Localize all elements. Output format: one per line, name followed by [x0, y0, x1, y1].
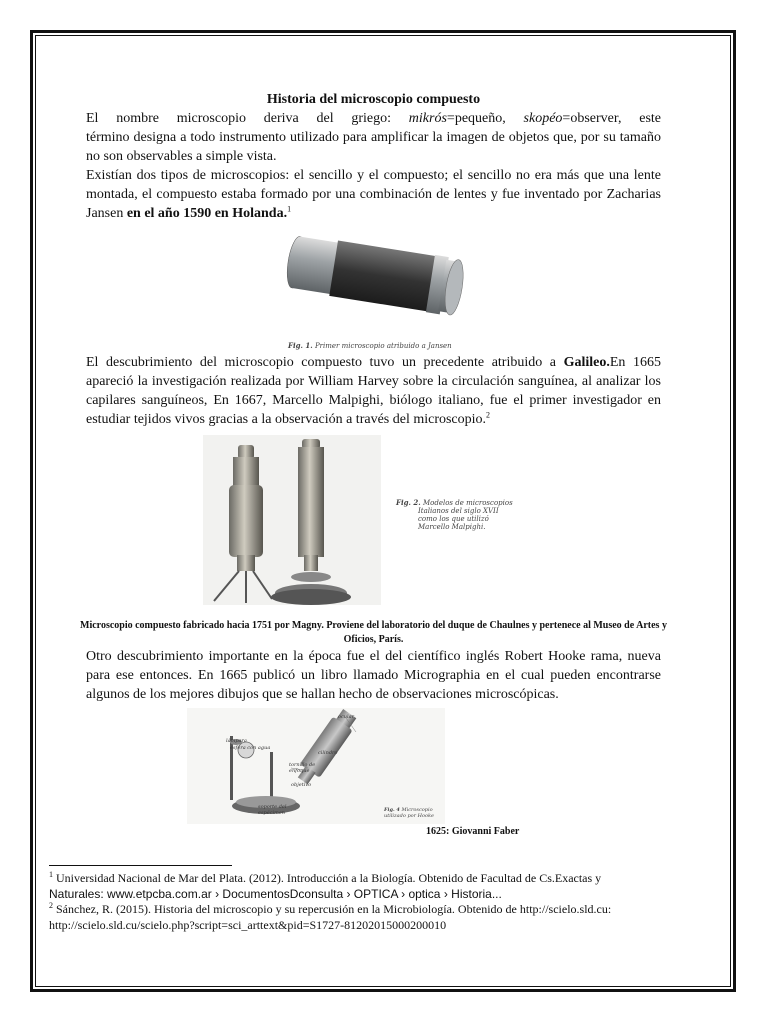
fig4-label-objetivo: objetivo	[291, 782, 312, 788]
figure-2-caption-4: Marcello Malpighi.	[418, 523, 486, 531]
types-bold: en el año 1590 en Holanda.	[126, 206, 288, 221]
figure-4-caption-1: Microscopio	[401, 807, 433, 813]
document-title: Historia del microscopio compuesto	[266, 92, 481, 107]
term-skopeo: skopéo	[523, 111, 563, 126]
footnote-1-text: Universidad Nacional de Mar del Plata. (2012). Introducción a la Biología. Obtenido de Facultad de Cs.Exactas y	[56, 871, 602, 885]
figure-4-caption-2: utilizado por Hooke	[384, 813, 435, 819]
galileo-text-b: En 1665 apareció la investigación realizada por William Harvey sobre la circulación sanguínea, al analizar los capilares sanguíneos, En 1667, Marcello Malpighi, biólogo italiano, fue el primer investigador en estudiar tejidos vivos gracias a la observación a través del microscopio.	[86, 355, 661, 427]
magny-caption: Microscopio compuesto fabricado hacia 1751 por Magny. Proviene del laboratorio del duque de Chaulnes y pertenece al Museo de Artes y Oficios, París.	[80, 620, 667, 645]
etymology-text: El nombre microscopio deriva del griego:	[86, 111, 409, 126]
footnote-1	[49, 871, 669, 887]
figure-2-caption-3: como los que utilizó	[418, 515, 489, 523]
footnote-ref-1: 1	[287, 204, 292, 214]
figure-2-caption-2: Italianos del siglo XVII	[418, 507, 499, 515]
figure-1-label: Fig. 1.	[288, 341, 313, 350]
footnote-1-url: Naturales: www.etpcba.com.ar › DocumentosDconsulta › OPTICA › optica › Historia...	[49, 886, 502, 901]
jansen-microscope-image	[86, 227, 661, 337]
document-body	[80, 90, 667, 837]
fig4-label-esfera: esfera con agua	[230, 745, 271, 751]
figure-1-caption-text: Primer microscopio atribuido a Jansen	[314, 342, 452, 350]
fig4-label-soporte: soporte del espécimen	[258, 804, 287, 816]
etymology-rest: término designa a todo instrumento utilizado para amplificar la imagen de objetos que, por su tamaño no son observables a simple vista.	[86, 130, 661, 164]
italian-microscopes-image	[86, 433, 661, 611]
etymology-eq2: =observer, este	[562, 111, 661, 126]
fig4-label-tornillo: tornillo de enfoque	[289, 762, 316, 774]
footnote-ref-2: 2	[486, 410, 491, 420]
figure-4-caption	[384, 807, 434, 819]
footnote-2-text: Sánchez, R. (2015). Historia del microscopio y su repercusión en la Microbiología. Obtenido de http://scielo.sld.cu: http://scielo.sld.cu/scielo.php?script=sci_arttext&pid=S1727-81202015000200010	[49, 902, 612, 932]
figure-1-caption	[288, 336, 452, 356]
term-mikros: mikrós	[408, 111, 447, 126]
footnote-1-number: 1	[49, 870, 53, 879]
footnote-2-number: 2	[49, 901, 53, 910]
paragraph-galileo	[86, 353, 661, 429]
galileo-bold: Galileo.	[563, 355, 610, 370]
figure-1	[86, 223, 661, 350]
footnotes	[49, 865, 669, 933]
hooke-microscope-image	[86, 708, 661, 828]
paragraph-hooke: Otro descubrimiento importante en la época fue el del científico inglés Robert Hooke rama, nueva para ese entonces. En 1665 publicó un libro llamado Micrographia en el cual pueden encontrarse algunos de los mejores dibujos que se hallan hecho de observaciones microscópicas.	[86, 649, 661, 702]
paragraph-etymology	[86, 109, 661, 166]
etymology-eq1: =pequeño,	[446, 111, 524, 126]
fig4-label-ocular: ocular	[338, 714, 355, 720]
galileo-text-a: El descubrimiento del microscopio compuesto tuvo un precedente atribuido a	[86, 355, 564, 370]
fig4-label-lampara: lámpara	[226, 738, 247, 744]
figure-2-caption	[396, 499, 513, 531]
figure-2-label: Fig. 2.	[396, 498, 421, 507]
footnote-rule	[49, 865, 232, 866]
fig4-label-cilindro: cilindro	[318, 750, 338, 756]
faber-caption: 1625: Giovanni Faber	[426, 826, 520, 837]
figure-4	[86, 704, 661, 837]
paragraph-types	[86, 166, 661, 223]
figure-2-caption-1: Modelos de microscopios	[422, 499, 513, 507]
figure-4-label: Fig. 4	[384, 807, 400, 813]
types-text: Existían dos tipos de microscopios: el sencillo y el compuesto; el sencillo no era más que una lente montada, el compuesto estaba formado por una combinación de lentes y fue inventado por Zacharias Jansen	[86, 168, 661, 221]
figure-2	[86, 429, 661, 611]
footnote-2	[49, 902, 669, 933]
